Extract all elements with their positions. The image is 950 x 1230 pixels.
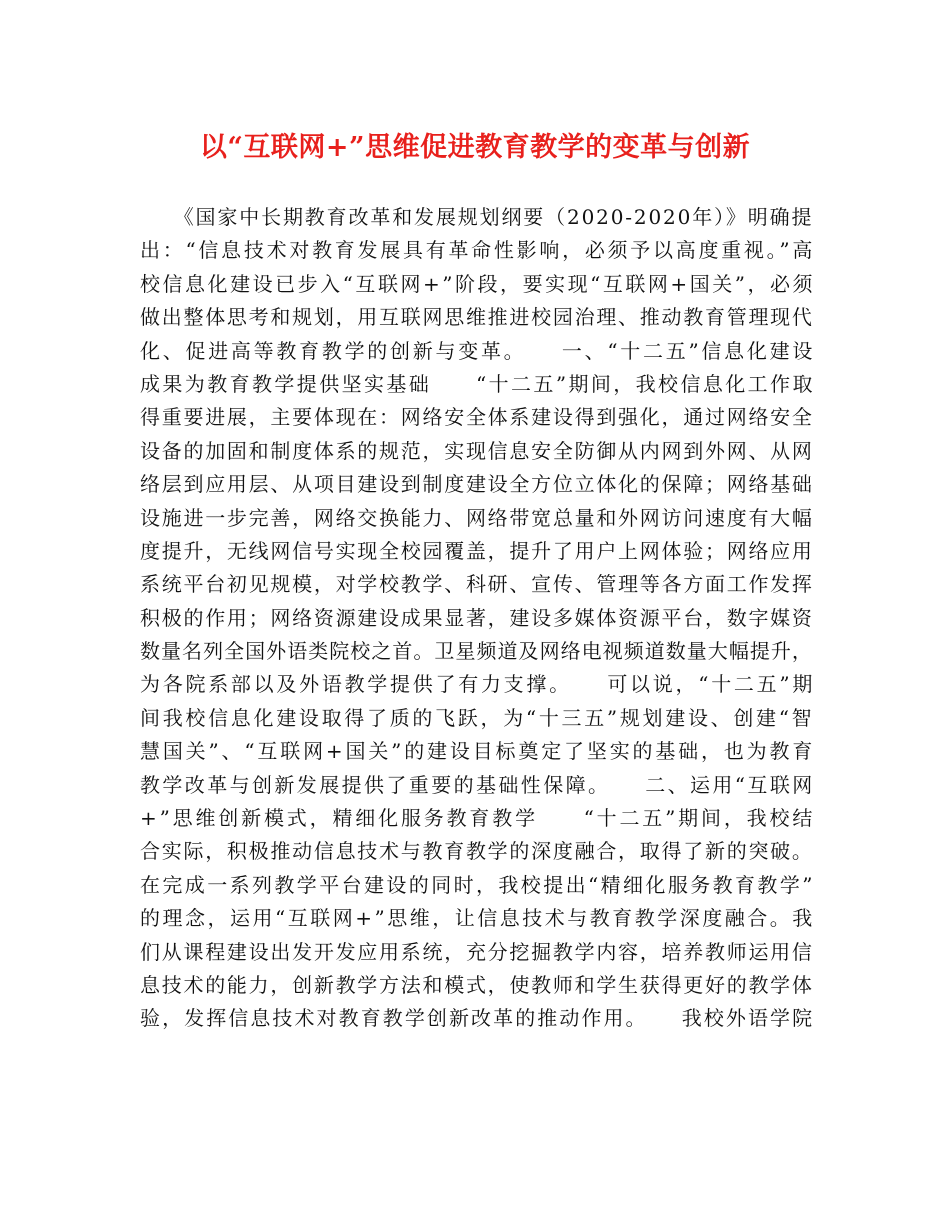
document-body	[140, 201, 816, 1036]
body-line: 数量名列全国外语类院校之首。卫星频道及网络电视频道数量大幅提升，	[140, 639, 813, 664]
document-title: 以“互联网+”思维促进教育教学的变革与创新	[199, 132, 751, 163]
body-line: 得重要进展，主要体现在：网络安全体系建设得到强化，通过网络安全	[140, 405, 814, 430]
body-line: 在完成一系列教学平台建设的同时，我校提出“精细化服务教育教学”	[140, 872, 815, 897]
body-line: 间我校信息化建设取得了质的飞跃，为“十三五”规划建设、创建“智	[140, 705, 815, 730]
body-line: 设备的加固和制度体系的规范，实现信息安全防御从内网到外网、从网	[140, 438, 814, 463]
body-line: 慧国关”、“互联网+国关”的建设目标奠定了坚实的基础，也为教育	[140, 739, 816, 764]
body-line: 息技术的能力，创新教学方法和模式，使教师和学生获得更好的教学体	[140, 972, 814, 997]
body-line: 校信息化建设已步入“互联网+”阶段，要实现“互联网+国关”，必须	[140, 271, 816, 296]
body-line: 设施进一步完善，网络交换能力、网络带宽总量和外网访问速度有大幅	[140, 505, 814, 530]
body-line: 成果为教育教学提供坚实基础 “十二五”期间，我校信息化工作取	[140, 371, 815, 396]
body-line: 做出整体思考和规划，用互联网思维推进校园治理、推动教育管理现代	[140, 305, 814, 330]
body-line: +”思维创新模式，精细化服务教育教学 “十二五”期间，我校结	[140, 806, 816, 831]
body-line: 化、促进高等教育教学的创新与变革。 一、“十二五”信息化建设	[140, 338, 816, 363]
body-line: 为各院系部以及外语教学提供了有力支撑。 可以说，“十二五”期	[140, 672, 816, 697]
body-line: 系统平台初见规模，对学校教学、科研、宣传、管理等各方面工作发挥	[140, 572, 814, 597]
body-line: 出：“信息技术对教育发展具有革命性影响，必须予以高度重视。”高	[140, 238, 816, 263]
body-line: 教学改革与创新发展提供了重要的基础性保障。 二、运用“互联网	[140, 772, 815, 797]
body-line: 《国家中长期教育改革和发展规划纲要（2020-2020年）》明确提	[140, 205, 814, 229]
body-line: 验，发挥信息技术对教育教学创新改革的推动作用。 我校外语学院	[140, 1006, 815, 1031]
body-line: 的理念，运用“互联网+”思维，让信息技术与教育教学深度融合。我	[140, 906, 815, 931]
body-line: 们从课程建设出发开发应用系统，充分挖掘教学内容，培养教师运用信	[140, 939, 814, 964]
body-line: 度提升，无线网信号实现全校园覆盖，提升了用户上网体验；网络应用	[140, 538, 814, 563]
body-line: 积极的作用；网络资源建设成果显著，建设多媒体资源平台，数字媒资	[140, 605, 814, 630]
body-line: 合实际，积极推动信息技术与教育教学的深度融合，取得了新的突破。	[140, 839, 814, 864]
body-line: 络层到应用层、从项目建设到制度建设全方位立体化的保障；网络基础	[140, 472, 814, 497]
